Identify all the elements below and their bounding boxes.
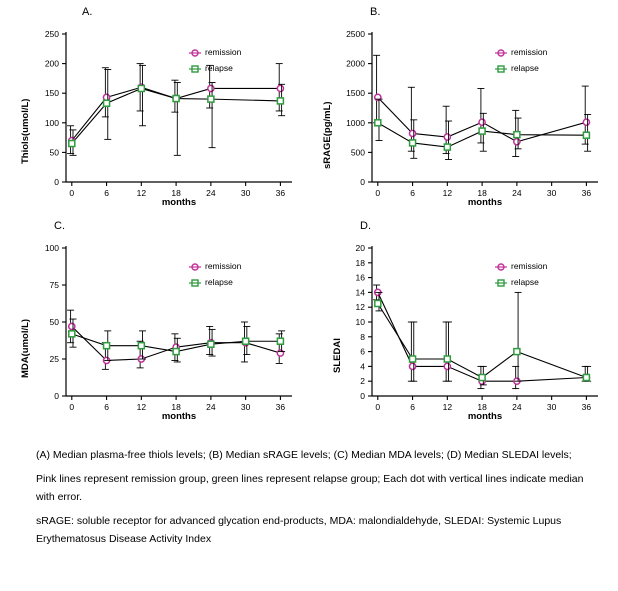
- legend-b: [495, 46, 547, 78]
- svg-text:36: 36: [581, 402, 592, 412]
- legend-marker-remission: [189, 261, 201, 273]
- svg-text:1500: 1500: [346, 88, 365, 99]
- legend-label-relapse: relapse: [205, 277, 233, 287]
- svg-text:50: 50: [49, 317, 59, 327]
- svg-text:0: 0: [375, 402, 381, 412]
- plot-svg-a: [4, 4, 304, 214]
- panel-letter-c: C.: [54, 220, 65, 232]
- svg-text:12: 12: [442, 402, 453, 412]
- svg-text:500: 500: [350, 147, 365, 158]
- legend-marker-relapse: [495, 63, 507, 75]
- svg-text:2: 2: [360, 376, 365, 387]
- caption-line-1: (A) Median plasma-free thiols levels; (B) Median sRAGE levels; (C) Median MDA levels; (D) Median SLEDAI levels;: [36, 449, 572, 461]
- svg-text:0: 0: [360, 391, 365, 401]
- legend-marker-relapse: [189, 63, 201, 75]
- chart-panel-d: [310, 218, 610, 428]
- svg-text:1000: 1000: [346, 117, 365, 128]
- legend-label-relapse: relapse: [511, 63, 539, 73]
- svg-text:30: 30: [240, 402, 251, 412]
- x-axis-title-a: months: [161, 197, 197, 208]
- svg-text:100: 100: [44, 243, 59, 253]
- svg-text:4: 4: [360, 361, 365, 372]
- svg-text:100: 100: [44, 117, 59, 128]
- y-axis-title-d: SLEDAI: [332, 338, 343, 373]
- svg-text:6: 6: [410, 402, 415, 412]
- svg-text:2000: 2000: [346, 58, 365, 69]
- figure-caption: [36, 446, 596, 554]
- legend-marker-remission: [495, 47, 507, 59]
- svg-text:12: 12: [136, 188, 147, 198]
- svg-text:0: 0: [69, 188, 75, 198]
- svg-text:12: 12: [355, 302, 365, 313]
- legend-row-remission: [495, 260, 547, 273]
- plot-svg-b: [310, 4, 610, 214]
- svg-text:12: 12: [136, 402, 147, 412]
- svg-text:30: 30: [240, 188, 251, 198]
- legend-label-remission: remission: [205, 47, 242, 57]
- legend-row-remission: [495, 46, 547, 59]
- chart-panel-a: [4, 4, 304, 214]
- svg-text:8: 8: [360, 331, 365, 342]
- svg-text:2500: 2500: [346, 29, 365, 39]
- svg-text:24: 24: [512, 188, 522, 198]
- svg-text:6: 6: [104, 188, 109, 198]
- svg-text:6: 6: [360, 346, 365, 357]
- legend-label-remission: remission: [511, 261, 548, 271]
- chart-panel-c: [4, 218, 304, 428]
- legend-marker-relapse: [495, 277, 507, 289]
- legend-label-relapse: relapse: [205, 63, 233, 73]
- legend-label-relapse: relapse: [511, 277, 539, 287]
- svg-text:20: 20: [355, 243, 365, 253]
- svg-text:200: 200: [44, 58, 59, 69]
- legend-c: [189, 260, 241, 292]
- x-axis-title-b: months: [467, 197, 503, 208]
- legend-marker-remission: [495, 261, 507, 273]
- legend-label-remission: remission: [205, 261, 242, 271]
- svg-text:25: 25: [49, 354, 59, 364]
- caption-line-3: sRAGE: soluble receptor for advanced glycation end-products, MDA: malondialdehyde, SLEDAI: Systemic Lupus Erythematosus Disease Activity Index: [36, 515, 562, 545]
- x-axis-title-d: months: [467, 411, 503, 422]
- svg-text:6: 6: [104, 402, 109, 412]
- legend-row-relapse: [495, 276, 547, 289]
- legend-label-remission: remission: [511, 47, 548, 57]
- y-axis-title-a: Thiols(umol/L): [20, 98, 31, 164]
- legend-marker-relapse: [189, 277, 201, 289]
- caption-line-2: Pink lines represent remission group, green lines represent relapse group; Each dot with vertical lines indicate median with error.: [36, 473, 584, 503]
- svg-text:18: 18: [477, 188, 487, 198]
- legend-row-remission: [189, 260, 241, 273]
- legend-marker-remission: [189, 47, 201, 59]
- svg-text:24: 24: [206, 188, 216, 198]
- svg-text:30: 30: [546, 188, 557, 198]
- svg-text:36: 36: [581, 188, 592, 198]
- legend-row-relapse: [495, 62, 547, 75]
- svg-text:0: 0: [54, 391, 59, 401]
- svg-text:18: 18: [477, 402, 487, 412]
- svg-text:30: 30: [546, 402, 557, 412]
- svg-text:14: 14: [355, 287, 365, 298]
- legend-row-remission: [189, 46, 241, 59]
- panel-letter-a: A.: [82, 6, 93, 18]
- chart-panel-b: [310, 4, 610, 214]
- panel-letter-b: B.: [370, 6, 381, 18]
- plot-svg-c: [4, 218, 304, 428]
- svg-text:24: 24: [206, 402, 216, 412]
- x-axis-title-c: months: [161, 411, 197, 422]
- svg-text:36: 36: [275, 402, 286, 412]
- legend-row-relapse: [189, 62, 241, 75]
- y-axis-title-c: MDA(umol/L): [20, 318, 31, 378]
- legend-a: [189, 46, 241, 78]
- svg-text:250: 250: [44, 29, 59, 39]
- svg-text:150: 150: [44, 88, 59, 99]
- svg-text:75: 75: [49, 280, 59, 290]
- svg-text:18: 18: [171, 402, 181, 412]
- svg-text:0: 0: [69, 402, 75, 412]
- plot-svg-d: [310, 218, 610, 428]
- svg-text:50: 50: [49, 147, 59, 158]
- svg-text:18: 18: [171, 188, 181, 198]
- panel-letter-d: D.: [360, 220, 371, 232]
- y-axis-title-b: sRAGE(pg/mL): [322, 101, 333, 169]
- svg-text:0: 0: [375, 188, 381, 198]
- svg-text:12: 12: [442, 188, 453, 198]
- svg-text:10: 10: [355, 317, 365, 327]
- svg-text:36: 36: [275, 188, 286, 198]
- svg-text:24: 24: [512, 402, 522, 412]
- svg-text:6: 6: [410, 188, 415, 198]
- legend-d: [495, 260, 547, 292]
- legend-row-relapse: [189, 276, 241, 289]
- svg-text:16: 16: [355, 272, 365, 283]
- svg-text:0: 0: [360, 177, 365, 187]
- svg-text:18: 18: [355, 257, 365, 268]
- svg-text:0: 0: [54, 177, 59, 187]
